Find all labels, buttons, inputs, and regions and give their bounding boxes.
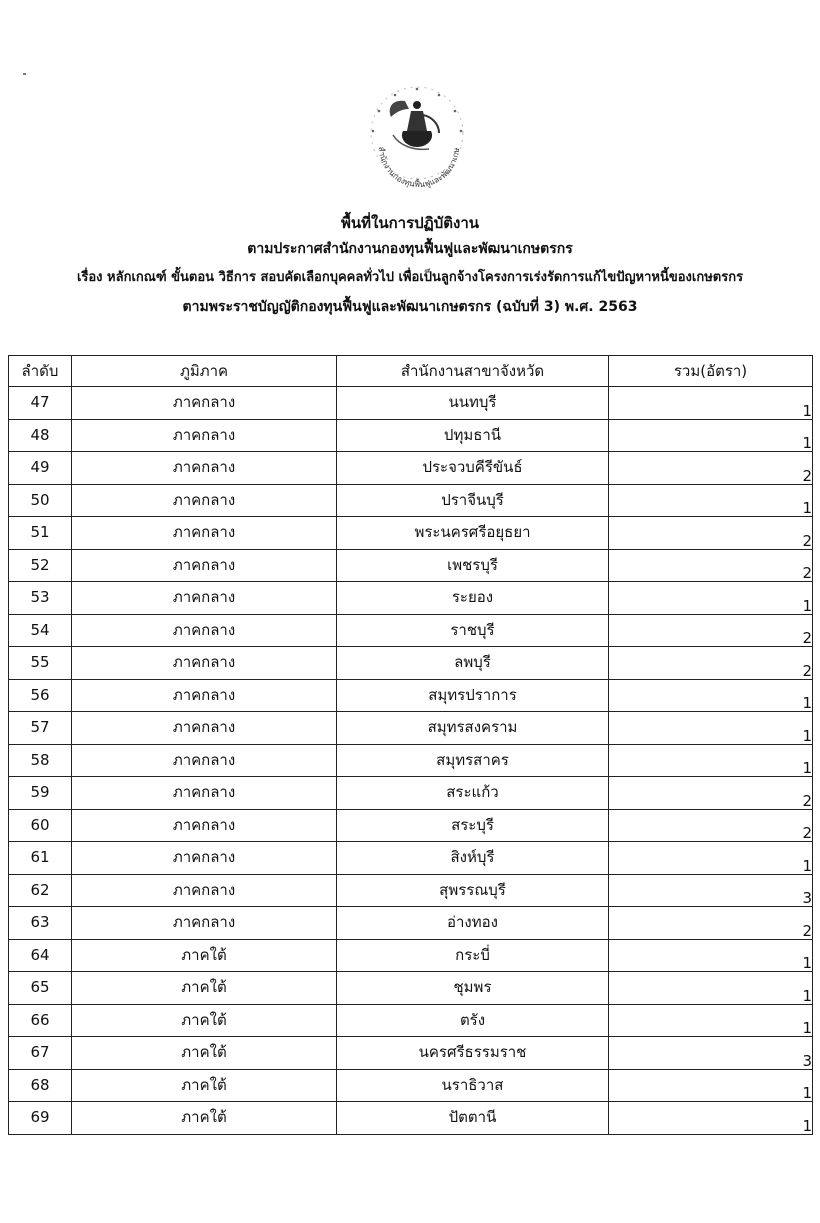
row-total: 1 [609,484,813,517]
row-number: 48 [9,419,72,452]
emblem-graphic [353,75,481,203]
row-office: ปทุมธานี [337,419,609,452]
row-total: 1 [609,679,813,712]
row-total: 1 [609,582,813,615]
row-region: ภาคกลาง [72,777,337,810]
row-total: 1 [609,842,813,875]
table-row [9,614,813,647]
row-region: ภาคกลาง [72,582,337,615]
row-office: เพชรบุรี [337,549,609,582]
row-region: ภาคใต้ [72,972,337,1005]
row-office: ชุมพร [337,972,609,1005]
table-row [9,1004,813,1037]
emblem-ring-text: สำนักงานกองทุนฟื้นฟูและพัฒนาเกษ [376,146,462,190]
table-row [9,712,813,745]
document-title: พื้นที่ในการปฏิบัติงาน [340,214,480,232]
row-number: 50 [9,484,72,517]
row-region: ภาคกลาง [72,419,337,452]
table-row [9,549,813,582]
table-row [9,1102,813,1135]
row-number: 61 [9,842,72,875]
row-total: 1 [609,939,813,972]
column-header-total: รวม(อัตรา) [609,356,813,387]
subject-line: เรื่อง หลักเกณฑ์ ขั้นตอน วิธีการ สอบคัดเลือกบุคคลทั่วไป เพื่อเป็นลูกจ้างโครงการเร่งรัดการแก้ไขปัญหาหนี้ของเกษตรกร [76,270,744,285]
row-office: นราธิวาส [337,1069,609,1102]
row-region: ภาคกลาง [72,647,337,680]
row-office: ลพบุรี [337,647,609,680]
row-number: 56 [9,679,72,712]
row-number: 69 [9,1102,72,1135]
row-number: 66 [9,1004,72,1037]
scan-speck [23,73,26,75]
row-number: 55 [9,647,72,680]
table-row [9,419,813,452]
row-office: สมุทรสาคร [337,744,609,777]
row-region: ภาคใต้ [72,939,337,972]
row-total: 2 [609,809,813,842]
column-header-office: สำนักงานสาขาจังหวัด [337,356,609,387]
table-row [9,972,813,1005]
row-total: 1 [609,419,813,452]
row-number: 49 [9,452,72,485]
column-header-region: ภูมิภาค [72,356,337,387]
row-total: 2 [609,907,813,940]
row-number: 47 [9,387,72,420]
row-total: 2 [609,452,813,485]
row-number: 51 [9,517,72,550]
row-region: ภาคใต้ [72,1004,337,1037]
row-region: ภาคกลาง [72,452,337,485]
row-region: ภาคกลาง [72,387,337,420]
row-region: ภาคใต้ [72,1037,337,1070]
table-row [9,679,813,712]
act-reference-line: ตามพระราชบัญญัติกองทุนฟื้นฟูและพัฒนาเกษตรกร (ฉบับที่ 3) พ.ศ. 2563 [182,299,638,315]
announcement-line: ตามประกาศสำนักงานกองทุนฟื้นฟูและพัฒนาเกษตรกร [247,241,573,257]
table-row [9,484,813,517]
row-office: สุพรรณบุรี [337,874,609,907]
row-number: 68 [9,1069,72,1102]
table-row [9,582,813,615]
row-number: 65 [9,972,72,1005]
row-number: 53 [9,582,72,615]
row-number: 60 [9,809,72,842]
row-total: 1 [609,1102,813,1135]
row-office: พระนครศรีอยุธยา [337,517,609,550]
table-row [9,647,813,680]
row-region: ภาคใต้ [72,1102,337,1135]
row-region: ภาคกลาง [72,517,337,550]
row-total: 1 [609,1004,813,1037]
row-office: สระแก้ว [337,777,609,810]
row-office: สิงห์บุรี [337,842,609,875]
row-office: ราชบุรี [337,614,609,647]
table-row [9,387,813,420]
column-header-no: ลำดับ [9,356,72,387]
row-office: ตรัง [337,1004,609,1037]
row-region: ภาคกลาง [72,679,337,712]
row-number: 67 [9,1037,72,1070]
table-row [9,809,813,842]
row-total: 1 [609,972,813,1005]
row-number: 57 [9,712,72,745]
table-row [9,907,813,940]
table-row [9,777,813,810]
table-row [9,939,813,972]
row-region: ภาคกลาง [72,712,337,745]
row-region: ภาคกลาง [72,842,337,875]
row-total: 1 [609,387,813,420]
table-row [9,1037,813,1070]
table-header-row [9,356,813,387]
row-office: นครศรีธรรมราช [337,1037,609,1070]
row-total: 2 [609,777,813,810]
row-total: 1 [609,744,813,777]
table-row [9,1069,813,1102]
row-office: สมุทรปราการ [337,679,609,712]
row-region: ภาคใต้ [72,1069,337,1102]
agency-emblem-icon [353,75,481,203]
table-row [9,744,813,777]
row-total: 1 [609,1069,813,1102]
table-row [9,452,813,485]
table-row [9,842,813,875]
row-total: 2 [609,517,813,550]
row-total: 3 [609,874,813,907]
row-office: ปัตตานี [337,1102,609,1135]
table-body [9,387,813,1135]
row-number: 63 [9,907,72,940]
row-total: 1 [609,712,813,745]
row-region: ภาคกลาง [72,744,337,777]
row-office: ปราจีนบุรี [337,484,609,517]
row-region: ภาคกลาง [72,907,337,940]
row-total: 3 [609,1037,813,1070]
row-number: 59 [9,777,72,810]
row-number: 62 [9,874,72,907]
row-office: กระบี่ [337,939,609,972]
row-office: นนทบุรี [337,387,609,420]
row-number: 64 [9,939,72,972]
row-region: ภาคกลาง [72,809,337,842]
work-area-table [8,355,813,1135]
document-heading [0,210,820,320]
row-office: อ่างทอง [337,907,609,940]
row-office: สระบุรี [337,809,609,842]
row-office: ระยอง [337,582,609,615]
row-region: ภาคกลาง [72,874,337,907]
row-office: สมุทรสงคราม [337,712,609,745]
row-number: 58 [9,744,72,777]
table-row [9,517,813,550]
row-total: 2 [609,647,813,680]
table-row [9,874,813,907]
row-total: 2 [609,549,813,582]
row-number: 54 [9,614,72,647]
row-total: 2 [609,614,813,647]
row-region: ภาคกลาง [72,549,337,582]
row-region: ภาคกลาง [72,484,337,517]
row-office: ประจวบคีรีขันธ์ [337,452,609,485]
row-number: 52 [9,549,72,582]
row-region: ภาคกลาง [72,614,337,647]
